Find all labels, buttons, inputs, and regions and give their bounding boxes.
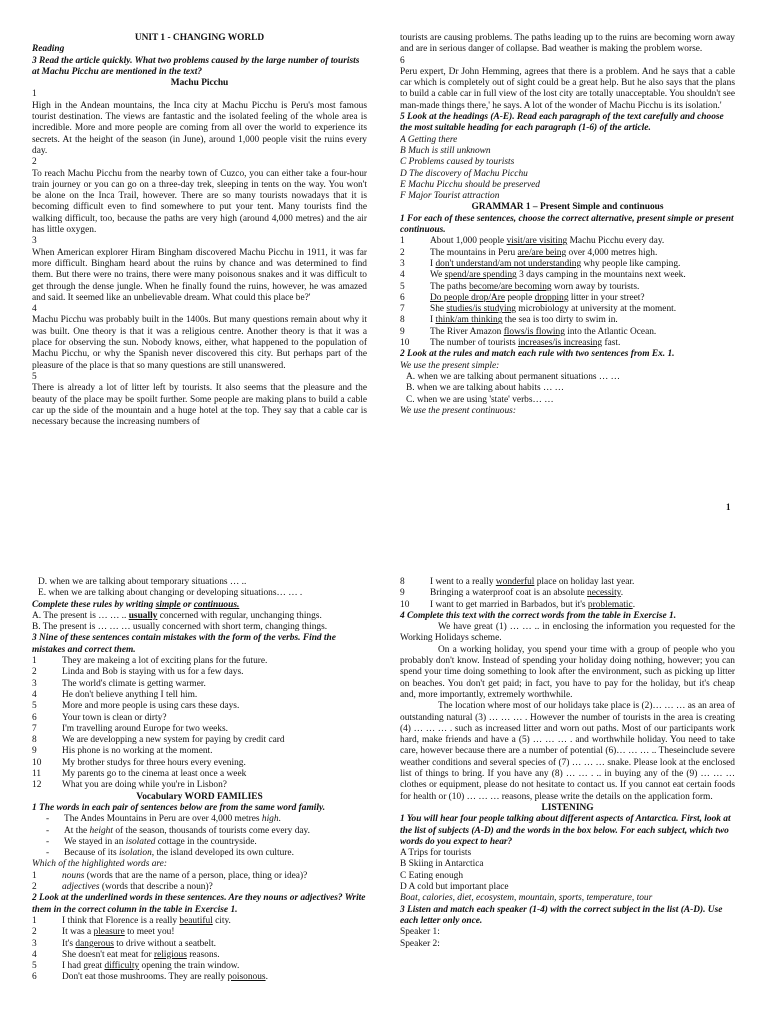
rule-a: A. The present is … … .. usually concerned with regular, unchanging things.: [32, 610, 322, 621]
choice-underlined: spend/are spending: [444, 270, 517, 281]
choice-underlined: Do people drop/Are: [430, 292, 505, 303]
article-paragraph: Peru expert, Dr John Hemming, agrees that there is a problem. And he says that a cable car which is completely out of sight could be a great help. But he also says that the plans to build a cable car in full view of the lost city are totally unacceptable. You shouldn't see man-made things there,' he says. A lot of the wonder of Machu Picchu is its isolation.': [400, 66, 735, 111]
article-paragraph-number: 1: [32, 89, 37, 100]
grammar-item: 7 She studies/is studying microbiology at university at the moment.: [400, 304, 677, 315]
heading-option: C Problems caused by tourists: [400, 157, 515, 168]
complete-rules-task: Complete these rules by writing simple or continuous.: [32, 599, 240, 610]
grammar-title: GRAMMAR 1 – Present Simple and continuous: [471, 202, 664, 213]
article-paragraph-continued: tourists are causing problems. The paths leading up to the ruins are becoming worn away and are in serious danger of collapse. Bad weather is making the problem worse.: [400, 33, 735, 55]
underlined-item: 9 Bringing a waterproof coat is an absolute necessity.: [400, 588, 624, 599]
vocab-title: Vocabulary WORD FAMILIES: [136, 791, 263, 802]
grammar-item: 6 Do people drop/Are people dropping litter in your street?: [400, 292, 645, 303]
article-paragraph: High in the Andean mountains, the Inca city at Machu Picchu is Peru's most famous tourist destination. The views are fantastic and the isolated feeling of the whole area is incredible. More and more people are coming from all over the world to experience its secrets. At the height of the season (in June), around 1,000 people visit the ruins every day.: [32, 100, 367, 156]
heading-option: B Much is still unknown: [400, 145, 491, 156]
subject-item: C Eating enough: [400, 870, 464, 881]
underlined-item: 6 Don't eat those mushrooms. They are really poisonous.: [32, 972, 268, 983]
mistake-item: 6 Your town is clean or dirty?: [32, 712, 167, 723]
subject-item: B Skiing in Antarctica: [400, 859, 484, 870]
grammar-item: 3 I don't understand/am not understanding why people like camping.: [400, 258, 681, 269]
item-number: 7: [400, 304, 405, 315]
listening-task-1: 1 You will hear four people talking about different aspects of Antarctica. First, look at the list of subjects (A-D) and the words in the box below. For each subject, which two words do you expect to hear?: [400, 814, 731, 847]
mistake-item: 7 I'm travelling around Europe for two weeks.: [32, 723, 228, 734]
vocab-task-4: 4 Complete this text with the correct words from the table in Exercise 1.: [400, 610, 677, 621]
underlined-item: 1 I think that Florence is a really beautiful city.: [32, 915, 231, 926]
unit-title: UNIT 1 - CHANGING WORLD: [134, 33, 265, 43]
mistake-item: 1 They are makeing a lot of exciting plans for the future.: [32, 656, 268, 667]
page2-left-column: [32, 577, 367, 984]
speaker-line: Speaker 1:: [400, 927, 440, 938]
article-paragraph: To reach Machu Picchu from the nearby town of Cuzco, you can either take a four-hour train journey or you can go on a three-day trek, sleeping in tents on the way. You won't be alone on the Inca Trail, however. There are so many tourists nowadays that it is becoming difficult even to find somewhere to put your tent. Many tourists find the walking difficult, too, because the paths are very high (around 4,000 metres) and the air has little oxygen.: [32, 168, 367, 236]
underlined-item: 4 She doesn't eat meat for religious reasons.: [32, 949, 220, 960]
choice-underlined: dropping: [534, 292, 569, 303]
grammar-item: 5 The paths become/are becoming worn away by tourists.: [400, 281, 640, 292]
underlined-item: 5 I had great difficulty opening the train window.: [32, 961, 240, 972]
underlined-item: 8 I went to a really wonderful place on holiday last year.: [400, 577, 635, 587]
rule-item: A. when we are talking about permanent situations … …: [406, 371, 621, 382]
mistake-item: 3 The world's climate is getting warmer.: [32, 678, 206, 689]
choice-underlined: visit/are visiting: [506, 236, 568, 247]
gap-fill-paragraph: On a working holiday, you spend your time with a group of people who you probably don't know. Instead of spending your holiday doing nothing, however; you can spend your time doing something to look after the environment, such as picking up litter on beaches. You don't get paid; in fact, you have to pay for the holiday, but it's cheap and, more importantly, extremely worthwhile.: [400, 644, 735, 700]
mistake-item: 4 He don't believe anything I tell him.: [32, 689, 198, 700]
page-2: [0, 574, 768, 1024]
article-paragraph-number: 5: [32, 371, 37, 382]
rule-item: C. when we are using 'state' verbs… …: [406, 394, 554, 405]
listening-title: LISTENING: [541, 802, 594, 813]
item-number: 6: [400, 292, 405, 303]
word-box: Boat, calories, diet, ecosystem, mountain, sports, temperature, tour: [400, 893, 653, 904]
vocab-task-2: 2 Look at the underlined words in these sentences. Are they nouns or adjectives? Write them in the correct column in the table in Exercise 1.: [32, 893, 366, 915]
grammar-task-1: 1 For each of these sentences, choose the correct alternative, present simple or present continuous.: [400, 213, 734, 236]
item-number: 4: [400, 270, 405, 281]
article-paragraph: Machu Picchu was probably built in the 1400s. But many questions remain about why it was built. One theory is that it was a religious centre. Another theory is that it was a place for observing the sun. Nobody knows, either, what happened to the population of Machu Picchu, or why the Spanish never discovered this city. But perhaps part of the pleasure of the place is that so many questions are still unanswered.: [32, 315, 367, 371]
listening-task-3: 3 Listen and match each speaker (1-4) with the correct subject in the list (A-D). Use each letter only once.: [400, 904, 723, 926]
which-item: 1 nouns (words that are the name of a person, place, thing or idea)?: [32, 870, 308, 881]
page-gap: [0, 520, 768, 574]
grammar-item: 10 The number of tourists increases/is increasing fast.: [400, 338, 621, 349]
item-number: 10: [400, 338, 410, 349]
simple-label: We use the present simple:: [400, 360, 500, 371]
mistake-item: 11 My parents go to the cinema at least once a week: [32, 769, 247, 780]
vocab-item: - At the height of the season, thousands of tourists come every day.: [46, 825, 310, 836]
which-item: 2 adjectives (words that describe a noun)?: [32, 882, 213, 893]
continuous-label: We use the present continuous:: [400, 405, 516, 416]
grammar-task-2: 2 Look at the rules and match each rule with two sentences from Ex. 1.: [400, 349, 675, 360]
which-question: Which of the highlighted words are:: [32, 859, 167, 870]
grammar-item: 2 The mountains in Peru are/are being over 4,000 metres high.: [400, 247, 658, 258]
choice-underlined: don't understand/am not understanding: [435, 258, 582, 269]
item-number: 1: [400, 236, 405, 247]
heading-option: D The discovery of Machu Picchu: [400, 168, 528, 179]
mistake-item: 8 We are developping a new system for paying by credit card: [32, 735, 285, 746]
vocab-item: - We stayed in an isolated cottage in the countryside.: [46, 836, 257, 847]
rule-item: E. when we are talking about changing or developing situations… … .: [38, 588, 303, 599]
vocab-item: - The Andes Mountains in Peru are over 4,000 metres high.: [46, 814, 281, 825]
choice-underlined: flows/is flowing: [503, 326, 565, 337]
grammar-item: 8 I think/am thinking the sea is too dirty to swim in.: [400, 315, 618, 326]
mistake-item: 5 More and more people is using cars these days.: [32, 701, 240, 712]
page1-right-column: [400, 33, 735, 503]
underlined-item: 3 It's dangerous to drive without a seatbelt.: [32, 938, 217, 949]
subject-item: A Trips for tourists: [400, 848, 472, 859]
item-number: 3: [400, 258, 405, 269]
item-number: 5: [400, 281, 405, 292]
grammar-item: 9 The River Amazon flows/is flowing into the Atlantic Ocean.: [400, 326, 657, 337]
reading-task-5: 5 Look at the headings (A-E). Read each paragraph of the text carefully and choose the most suitable heading for each paragraph (1-6) of the article.: [400, 112, 724, 134]
gap-fill-paragraph: The location where most of our holidays take place is (2)… … … as an area of outstanding natural (3) … … … . However the number of tourists in the area is creating (4) … … … . such as increased litter and worn out paths. Most of our participants work hard, make friends and have a (5) … … … . and worthwhile holiday. You need to take care, however because there are a number of potential (6)… … … .. Theseinclude severe weather conditions and several species of (7) … … … snake. Please look at the enclosed list of things to bring. If you have any (8) … … . .. in buying any of the (9) … … … clothes or equipment, please do not hesitate to contact us. If you cannot eat certain foods for health or (10) … … … reasons, please write the details on the application form.: [400, 701, 735, 802]
underlined-item: 2 It was a pleasure to meet you!: [32, 927, 175, 938]
article-paragraph-number: 6: [400, 55, 405, 66]
choice-underlined: increases/is increasing: [518, 338, 603, 349]
page1-left-column: [32, 33, 367, 503]
article-title: Machu Picchu: [170, 78, 229, 89]
rule-b: B. The present is … … … usually concerned with short term, changing things.: [32, 622, 328, 633]
page-number: 1: [726, 502, 731, 512]
vocab-task-1: 1 The words in each pair of sentences below are from the same word family.: [32, 802, 326, 813]
rule-item: D. when we are talking about temporary situations … ..: [38, 577, 247, 587]
rule-item: B. when we are talking about habits … …: [406, 383, 565, 394]
mistake-item: 2 Linda and Bob is staying with us for a few days.: [32, 667, 244, 678]
speaker-line: Speaker 2:: [400, 938, 440, 949]
heading-option: E Machu Picchu should be preserved: [400, 179, 540, 190]
mistakes-task: 3 Nine of these sentences contain mistakes with the form of the verbs. Find the mistakes and correct them.: [32, 633, 336, 655]
reading-task-3: 3 Read the article quickly. What two problems caused by the large number of tourists at Machu Picchu are mentioned in the text?: [32, 55, 360, 77]
choice-underlined: become/are becoming: [469, 281, 552, 292]
underlined-item: 10 I want to get married in Barbados, but it's problematic.: [400, 599, 636, 610]
subject-item: D A cold but important place: [400, 882, 509, 893]
choice-underlined: think/am thinking: [435, 315, 503, 326]
article-paragraph: When American explorer Hiram Bingham discovered Machu Picchu in 1911, it was far more difficult. Bingham heard about the ruins by chance and was determined to find them. But there were no trains, there were many poisonous snakes and it was difficult to get through the dense jungle. When he finally found the ruins, however, he was amazed and said. It seemed like an unbelievable dream. What could this place be?': [32, 247, 367, 303]
heading-option: F Major Tourist attraction: [400, 191, 500, 202]
choice-underlined: studies/is studying: [446, 304, 516, 315]
gap-fill-paragraph: We have great (1) … … .. in enclosing the information you requested for the Working Holidays scheme.: [400, 622, 735, 644]
article-paragraph-number: 4: [32, 304, 37, 315]
heading-option: A Getting there: [400, 134, 458, 145]
grammar-item: 4 We spend/are spending 3 days camping in the mountains next week.: [400, 270, 686, 281]
item-number: 8: [400, 315, 405, 326]
article-paragraph: There is already a lot of litter left by tourists. It also seems that the pleasure and the beauty of the place may be spoilt further. Some people are making plans to build a cable car up the side of the mountain and a huge hotel at the top. They say that a cable car is necessary because the increasing numbers of: [32, 383, 367, 428]
item-number: 2: [400, 247, 405, 258]
grammar-item: 1 About 1,000 people visit/are visiting Machu Picchu every day.: [400, 236, 665, 247]
reading-label: Reading: [32, 44, 65, 55]
vocab-item: - Because of its isolation, the island developed its own culture.: [46, 848, 294, 859]
mistake-item: 9 His phone is no working at the moment.: [32, 746, 213, 757]
mistake-item: 10 My brother studys for three hours every evening.: [32, 757, 246, 768]
item-number: 9: [400, 326, 405, 337]
choice-underlined: are/are being: [517, 247, 567, 258]
page2-right-column: [400, 577, 735, 950]
article-paragraph-number: 2: [32, 157, 37, 168]
article-paragraph-number: 3: [32, 236, 37, 247]
mistake-item: 12 What you are doing while you're in Lisbon?: [32, 780, 227, 791]
